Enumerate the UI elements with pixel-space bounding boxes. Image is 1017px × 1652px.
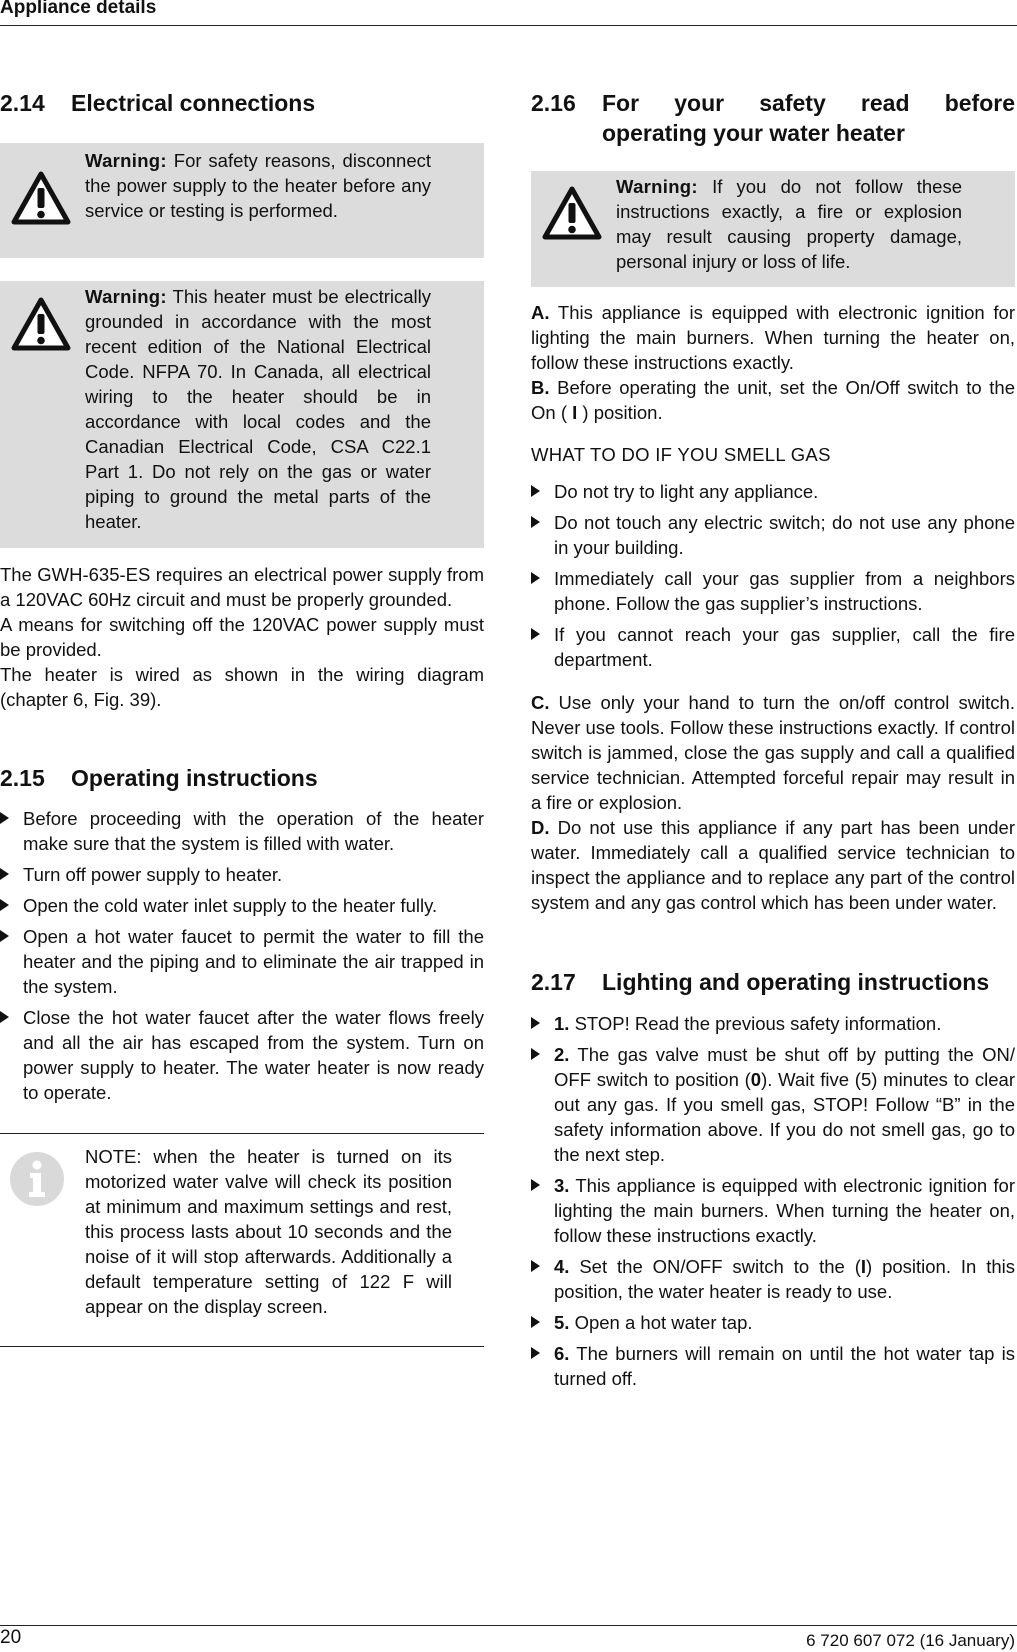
bullet-arrow-icon (531, 572, 540, 584)
warning-body: If you do not follow these instructions exactly, a fire or explosion may result causing property damage, personal injury or loss of life. (616, 176, 963, 272)
warning-triangle-icon (11, 170, 71, 226)
section-number: 2.17 (531, 969, 576, 995)
header-rule (0, 25, 1017, 26)
bullet-arrow-icon (0, 868, 9, 880)
section-2-16-heading (531, 88, 1015, 148)
operating-instructions-list (0, 806, 484, 1111)
list-item: 4. Set the ON/OFF switch to the (I) position. In this position, the water heater is ready to use. (531, 1254, 1015, 1304)
bullet-arrow-icon (0, 812, 9, 824)
list-item: Open a hot water faucet to permit the water to fill the heater and the piping and to eliminate the air trapped in the system. (0, 924, 484, 999)
page-number: 20 (0, 1627, 22, 1648)
bullet-arrow-icon (531, 1017, 540, 1029)
list-item: 3. This appliance is equipped with electronic ignition for lighting the main burners. When turning the heater on, follow these instructions exactly. (531, 1173, 1015, 1248)
list-item: Do not try to light any appliance. (531, 479, 1015, 504)
section-number: 2.14 (0, 90, 45, 116)
warning-text (616, 174, 962, 274)
list-item: Open the cold water inlet supply to the heater fully. (0, 893, 484, 918)
warning-label: Warning: (85, 150, 167, 171)
paragraph-b: B. Before operating the unit, set the On/Off switch to the On ( I ) position. (531, 377, 1015, 423)
page-header-title: Appliance details (0, 0, 157, 18)
bullet-arrow-icon (531, 1316, 540, 1328)
info-icon (10, 1152, 64, 1206)
paragraph-line: The heater is wired as shown in the wiring diagram (chapter 6, Fig. 39). (0, 664, 484, 710)
list-item: Before proceeding with the operation of the heater make sure that the system is filled with water. (0, 806, 484, 856)
section-title-line: operating your water heater (602, 120, 905, 146)
bullet-arrow-icon (531, 1347, 540, 1359)
section-title-line: For your safety read before (602, 90, 1015, 116)
bullet-arrow-icon (531, 1260, 540, 1272)
bullet-arrow-icon (531, 1048, 540, 1060)
warning-triangle-icon (11, 296, 71, 352)
section-number: 2.16 (531, 90, 576, 116)
warning-body: This heater must be electrically grounded in accordance with the most recent edition of the National Electrical Code. NFPA 70. In Canada, all electrical wiring to the heater should be in accordance with local codes and the Canadian Electrical Code, CSA C22.1 Part 1. Do not rely on the gas or water piping to ground the metal parts of the heater. (85, 286, 431, 532)
bullet-arrow-icon (531, 1179, 540, 1191)
warning-box-power (0, 143, 484, 258)
off-symbol: 0 (750, 1069, 762, 1090)
bullet-arrow-icon (531, 628, 540, 640)
footer-rule (0, 1625, 1017, 1626)
list-item: 6. The burners will remain on until the hot water tap is turned off. (531, 1341, 1015, 1391)
paragraph-c: C. Use only your hand to turn the on/off control switch. Never use tools. Follow these instructions exactly. If control switch is jammed, close the gas supply and call a qualified service technician. Attempted forceful repair may result in a fire or explosion. (531, 692, 1015, 813)
warning-text (85, 148, 431, 223)
warning-box-safety (531, 171, 1015, 287)
warning-label: Warning: (85, 286, 167, 307)
section-title: Operating instructions (71, 765, 318, 791)
smell-gas-heading: WHAT TO DO IF YOU SMELL GAS (531, 444, 831, 465)
bullet-arrow-icon (0, 930, 9, 942)
section-number: 2.15 (0, 765, 45, 791)
warning-label: Warning: (616, 176, 698, 197)
list-item: Turn off power supply to heater. (0, 862, 484, 887)
paragraph-d: D. Do not use this appliance if any part has been under water. Immediately call a qualified service technician to inspect the appliance and to replace any part of the control system and any gas control which has been under water. (531, 817, 1016, 913)
smell-gas-list (531, 479, 1015, 678)
list-item: 2. The gas valve must be shut off by putting the ON/ OFF switch to position (0). Wait five (5) minutes to clear out any gas. If you smell gas, STOP! Follow “B” in the safety information above. If you do not smell gas, go to the next step. (531, 1042, 1015, 1167)
paragraph-a: A. This appliance is equipped with electronic ignition for lighting the main burners. When turning the heater on, follow these instructions exactly. (531, 302, 1015, 373)
power-paragraph (0, 562, 484, 712)
section-title: Lighting and operating instructions (602, 969, 990, 995)
list-item: 5. Open a hot water tap. (531, 1310, 1015, 1335)
bullet-arrow-icon (0, 899, 9, 911)
paragraph-line: The GWH-635-ES requires an electrical power supply from a 120VAC 60Hz circuit and must be properly grounded. (0, 564, 484, 610)
section-title: Electrical connections (71, 90, 316, 116)
list-item: 1. STOP! Read the previous safety information. (531, 1011, 1015, 1036)
list-item: Close the hot water faucet after the water flows freely and all the air has escaped from the system. Turn on power supply to heater. The water heater is now ready to operate. (0, 1005, 484, 1105)
warning-body: For safety reasons, disconnect the power supply to the heater before any service or testing is performed. (85, 150, 431, 221)
on-symbol: I (572, 402, 578, 423)
safety-paragraphs-cd (531, 690, 1015, 915)
section-title (602, 88, 1015, 148)
warning-box-grounding (0, 281, 484, 548)
note-text: NOTE: when the heater is turned on its motorized water valve will check its position at minimum and maximum settings and rest, this process lasts about 10 seconds and the noise of it will stop afterwards. Additionally a default temperature setting of 122 F will appear on the display screen. (85, 1146, 452, 1317)
note-box (0, 1133, 484, 1347)
warning-triangle-icon (542, 185, 602, 241)
list-item: If you cannot reach your gas supplier, call the fire department. (531, 622, 1015, 672)
list-item: Immediately call your gas supplier from a neighbors phone. Follow the gas supplier’s instructions. (531, 566, 1015, 616)
lighting-instructions-list (531, 1011, 1015, 1397)
document-reference: 6 720 607 072 (16 January) (806, 1631, 1015, 1650)
bullet-arrow-icon (0, 1011, 9, 1023)
bullet-arrow-icon (531, 516, 540, 528)
on-symbol: I (860, 1256, 866, 1277)
safety-paragraphs-ab (531, 300, 1015, 425)
paragraph-line: A means for switching off the 120VAC power supply must be provided. (0, 614, 484, 660)
bullet-arrow-icon (531, 485, 540, 497)
warning-text (85, 284, 431, 534)
list-item: Do not touch any electric switch; do not use any phone in your building. (531, 510, 1015, 560)
